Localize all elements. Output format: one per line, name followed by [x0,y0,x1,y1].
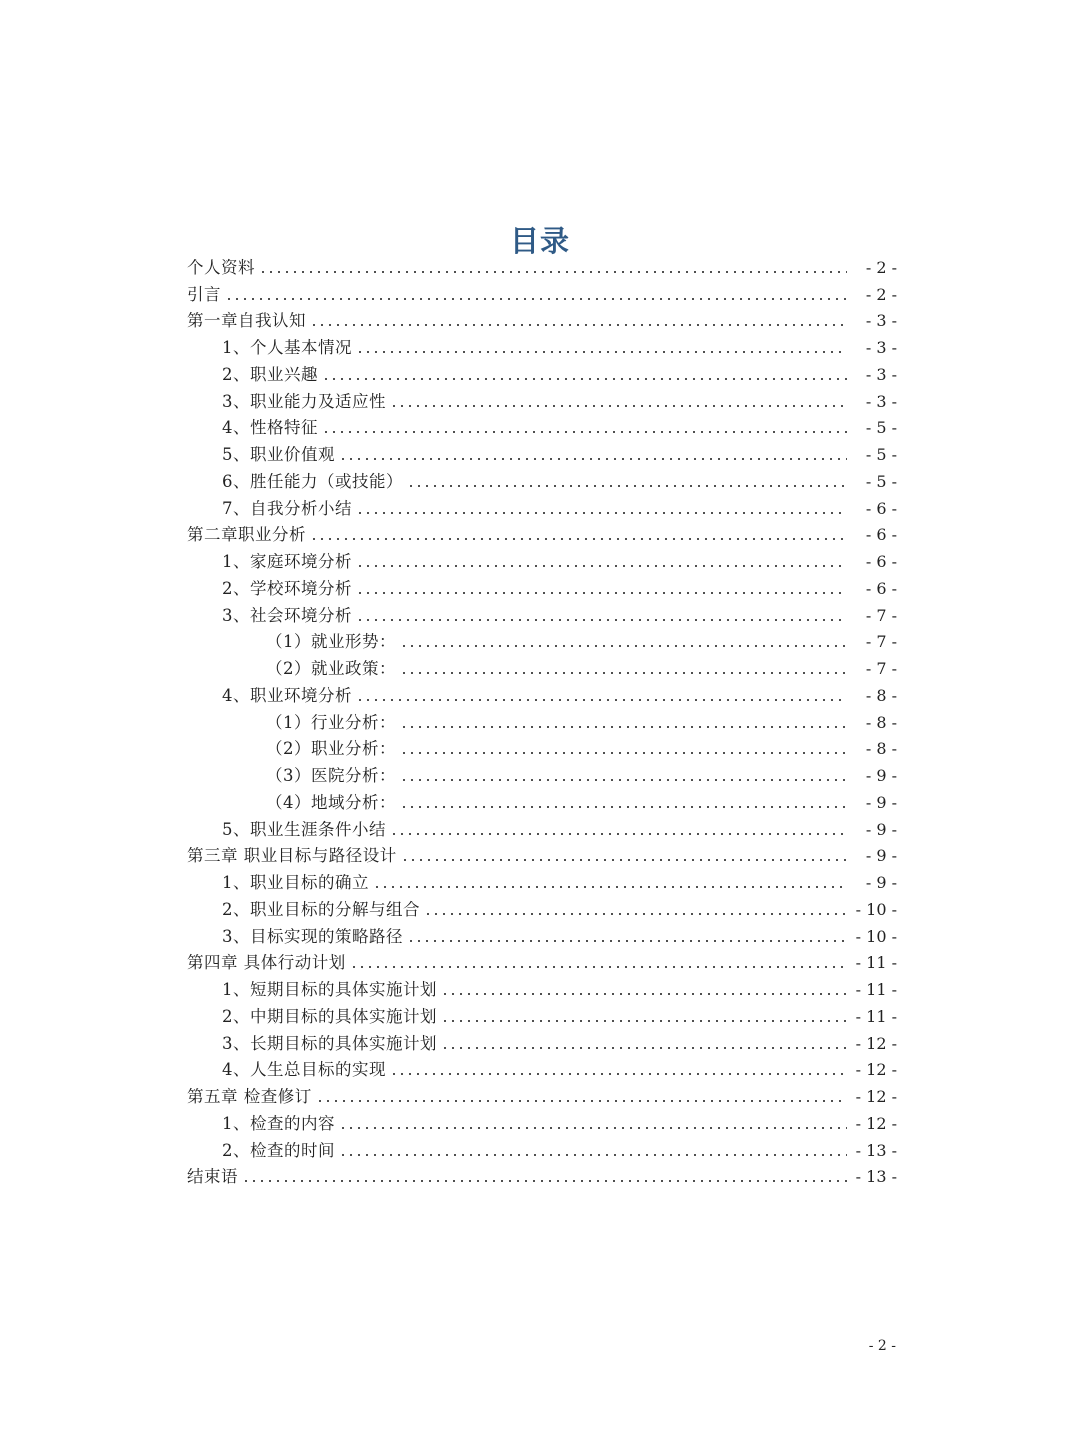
toc-entry[interactable] [187,519,897,546]
toc-entry-page: - 13 - [855,1140,897,1160]
toc-dot-leader [350,965,847,969]
toc-entry-title: 3、长期目标的具体实施计划 [222,1033,437,1053]
toc-dot-leader [400,751,847,755]
toc-entry-page: - 11 - [855,1006,897,1026]
toc-entry-title: 7、自我分析小结 [222,498,352,518]
toc-dot-leader [390,1072,847,1076]
toc-dot-leader [310,323,847,327]
toc-entry[interactable] [187,733,897,760]
toc-entry-title: （4）地域分析： [266,792,396,812]
toc-entry[interactable] [187,679,897,706]
toc-entry-page: - 5 - [865,418,897,438]
toc-dot-leader [356,618,847,622]
toc-dot-leader [225,297,847,301]
toc-entry[interactable] [187,465,897,492]
toc-entry-title: （1）行业分析： [266,712,396,732]
toc-entry[interactable] [187,305,897,332]
toc-entry-title: 结束语 [187,1167,238,1187]
toc-dot-leader [339,1126,847,1130]
toc-entry[interactable] [187,1134,897,1161]
toc-dot-leader [407,484,847,488]
toc-entry-title: 2、职业兴趣 [222,364,318,384]
toc-entry-title: 3、社会环境分析 [222,605,352,625]
toc-entry[interactable] [187,973,897,1000]
toc-entry[interactable] [187,1000,897,1027]
toc-entry[interactable] [187,412,897,439]
toc-entry-page: - 3 - [865,338,897,357]
toc-dot-leader [400,644,847,648]
toc-entry-page: - 10 - [855,899,897,919]
toc-entry-page: - 10 - [855,926,897,946]
toc-entry-page: - 9 - [865,873,897,892]
toc-dot-leader [322,430,847,434]
toc-entry[interactable] [187,572,897,599]
toc-entry[interactable] [187,706,897,733]
toc-entry[interactable] [187,599,897,626]
toc-dot-leader [259,270,847,274]
page-number: - 2 - [868,1338,896,1354]
toc-entry-title: （2）就业政策： [266,659,396,678]
toc-dot-leader [310,537,847,541]
toc-dot-leader [400,805,847,809]
toc-entry-page: - 3 - [865,364,897,384]
toc-entry[interactable] [187,893,897,920]
toc-entry[interactable] [187,1107,897,1134]
toc-dot-leader [441,1046,847,1050]
toc-dot-leader [424,912,847,916]
toc-entry[interactable] [187,492,897,519]
toc-entry-title: 个人资料 [187,257,255,277]
toc-entry-title: 5、职业生涯条件小结 [222,819,386,839]
toc-entry-title: 2、检查的时间 [222,1140,335,1160]
toc-entry-page: - 13 - [855,1167,897,1187]
toc-entry-title: 3、目标实现的策略路径 [222,926,403,946]
toc-entry-page: - 6 - [865,525,897,545]
toc-dot-leader [390,404,847,408]
toc-entry-page: - 7 - [865,605,897,625]
toc-dot-leader [390,832,847,836]
toc-entry-page: - 2 - [865,257,897,277]
toc-entry[interactable] [187,331,897,358]
toc-entry-title: 2、职业目标的分解与组合 [222,899,420,919]
toc-entry-page: - 8 - [865,712,897,732]
toc-list [187,251,897,1187]
toc-dot-leader [400,778,847,782]
toc-entry-title: 引言 [187,284,221,304]
toc-entry[interactable] [187,866,897,893]
toc-entry-title: 1、家庭环境分析 [222,552,352,571]
toc-entry-page: - 11 - [855,980,897,999]
toc-dot-leader [373,885,847,889]
toc-entry-title: 4、性格特征 [222,418,318,438]
toc-entry-page: - 12 - [855,1033,897,1053]
toc-entry-title: 4、职业环境分析 [222,685,352,705]
toc-entry[interactable] [187,813,897,840]
toc-dot-leader [356,350,847,354]
toc-entry[interactable] [187,1027,897,1054]
toc-entry-page: - 9 - [865,792,897,812]
toc-entry-page: - 9 - [865,846,897,866]
toc-entry-page: - 2 - [865,284,897,304]
toc-entry-title: （1）就业形势： [266,632,396,652]
toc-entry-page: - 8 - [865,739,897,759]
toc-entry-page: - 9 - [865,766,897,785]
toc-dot-leader [441,992,847,996]
toc-entry-page: - 6 - [865,578,897,598]
toc-dot-leader [441,1019,847,1023]
toc-dot-leader [400,671,847,675]
toc-entry-page: - 12 - [855,1087,897,1106]
toc-entry-title: 1、个人基本情况 [222,338,352,357]
toc-entry-page: - 5 - [865,471,897,491]
toc-entry[interactable] [187,626,897,653]
toc-entry-page: - 12 - [855,1060,897,1080]
toc-dot-leader [356,564,847,568]
toc-dot-leader [339,457,847,461]
toc-entry-page: - 12 - [855,1113,897,1133]
toc-entry-title: 第二章职业分析 [187,525,306,545]
toc-entry-page: - 6 - [865,552,897,571]
toc-entry[interactable] [187,947,897,974]
toc-entry-title: 3、职业能力及适应性 [222,391,386,411]
toc-entry-title: 5、职业价值观 [222,445,335,464]
toc-entry-page: - 8 - [865,685,897,705]
toc-entry[interactable] [187,251,897,278]
toc-entry-page: - 9 - [865,819,897,839]
toc-entry-title: 第四章 具体行动计划 [187,953,346,973]
toc-dot-leader [400,725,847,729]
toc-dot-leader [356,511,847,515]
toc-entry[interactable] [187,920,897,947]
toc-entry-title: （2）职业分析： [266,739,396,759]
toc-entry[interactable] [187,545,897,572]
toc-dot-leader [356,591,847,595]
toc-dot-leader [339,1153,847,1157]
toc-entry[interactable] [187,652,897,679]
toc-entry-page: - 7 - [865,632,897,652]
toc-dot-leader [316,1099,847,1103]
toc-entry-title: 4、人生总目标的实现 [222,1060,386,1080]
toc-entry[interactable] [187,786,897,813]
toc-entry[interactable] [187,438,897,465]
toc-dot-leader [356,698,847,702]
toc-entry-title: 1、职业目标的确立 [222,873,369,892]
toc-entry-title: 1、短期目标的具体实施计划 [222,980,437,999]
toc-entry-page: - 6 - [865,498,897,518]
toc-entry[interactable] [187,1080,897,1107]
toc-entry-title: 第三章 职业目标与路径设计 [187,846,397,866]
toc-entry-page: - 3 - [865,311,897,331]
toc-entry-page: - 5 - [865,445,897,464]
toc-entry-page: - 11 - [855,953,897,973]
toc-entry-page: - 7 - [865,659,897,678]
toc-entry-title: 第一章自我认知 [187,311,306,331]
toc-entry[interactable] [187,840,897,867]
toc-entry-title: 第五章 检查修订 [187,1087,312,1106]
toc-entry-title: 1、检查的内容 [222,1113,335,1133]
toc-entry-page: - 3 - [865,391,897,411]
toc-title: 目录 [509,224,570,259]
toc-entry-title: 2、中期目标的具体实施计划 [222,1006,437,1026]
toc-dot-leader [242,1179,847,1183]
toc-entry[interactable] [187,278,897,305]
toc-dot-leader [407,939,847,943]
toc-entry-title: 2、学校环境分析 [222,578,352,598]
toc-dot-leader [322,377,847,381]
toc-entry-title: （3）医院分析： [266,766,396,785]
toc-entry-title: 6、胜任能力（或技能） [222,471,403,491]
toc-entry[interactable] [187,1054,897,1081]
toc-entry[interactable] [187,358,897,385]
toc-entry[interactable] [187,759,897,786]
toc-dot-leader [401,858,847,862]
toc-entry[interactable] [187,1161,897,1188]
toc-entry[interactable] [187,385,897,412]
